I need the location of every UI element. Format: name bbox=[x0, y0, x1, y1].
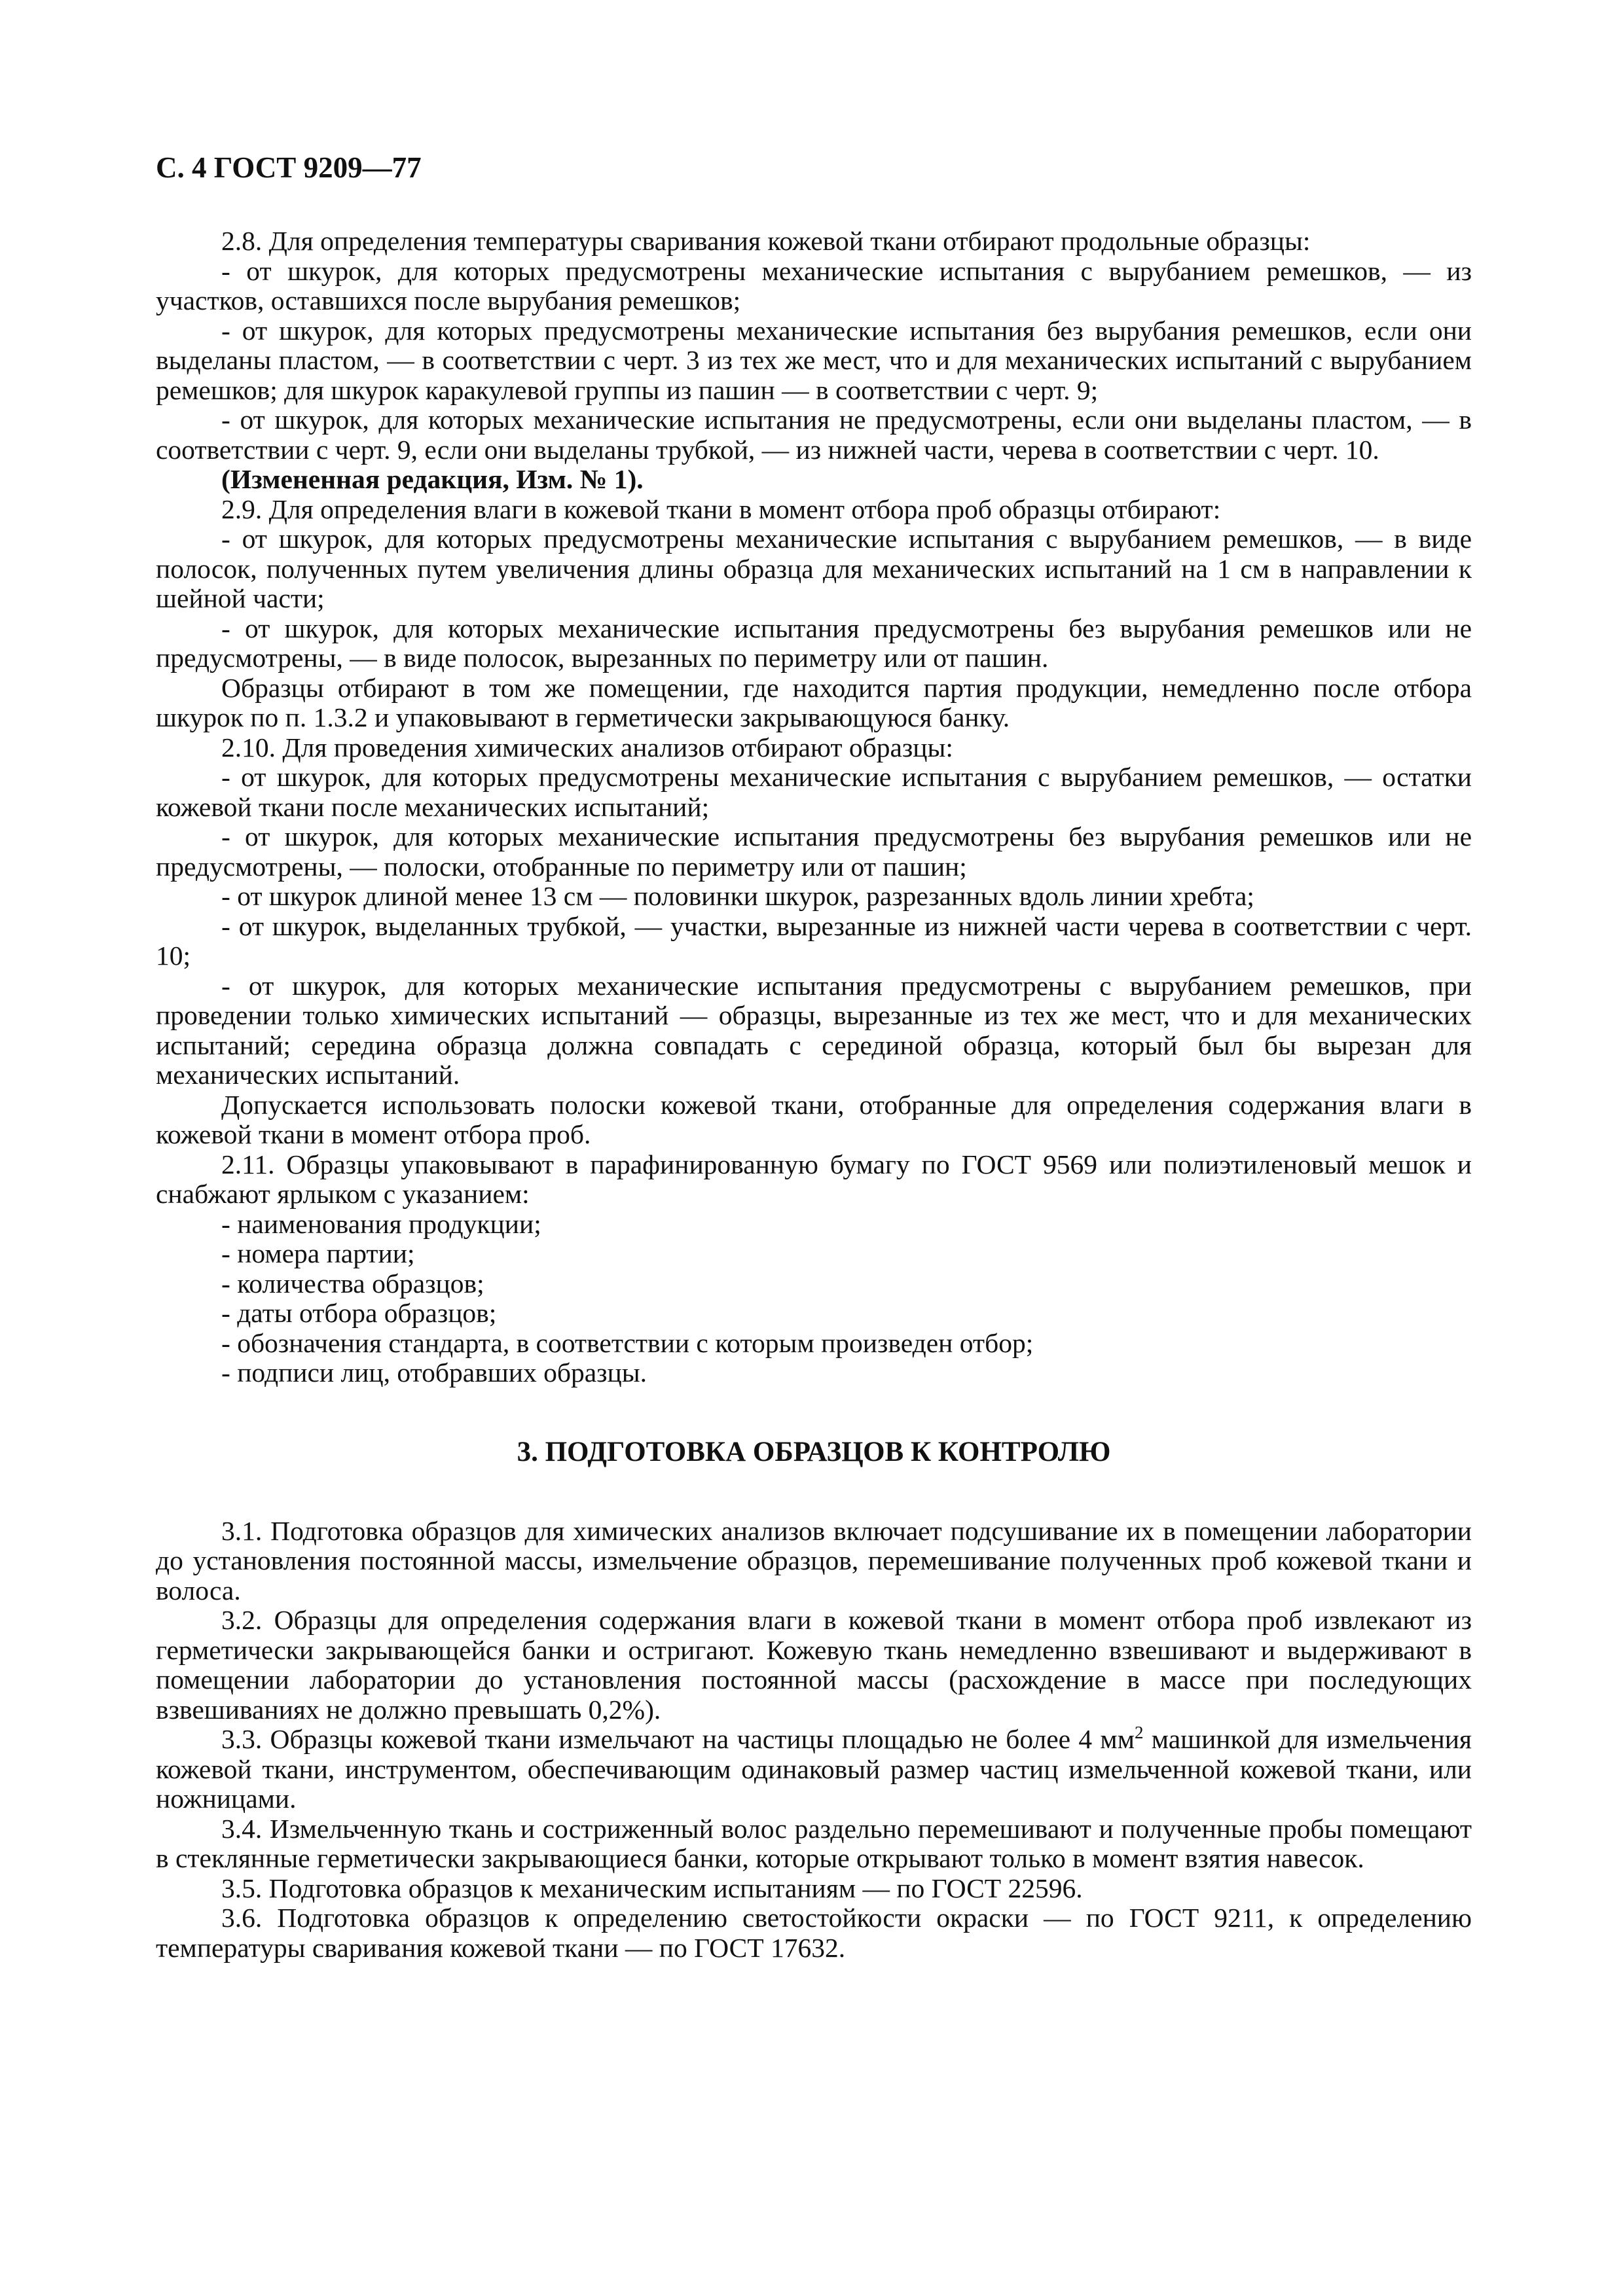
paragraph-3-3 bbox=[156, 1725, 1472, 1814]
list-item: - обозначения стандарта, в соответствии с которым произведен отбор; bbox=[221, 1327, 1034, 1358]
list-item: - от шкурок, для которых предусмотрены механические испытания без вырубания ремешков, если они выделаны пластом, — в соответствии с черт. 3 из тех же мест, что и для механических испытаний с вырубанием ремешков; для шкурок каракулевой группы из пашин — в соответствии с черт. 9; bbox=[156, 315, 1472, 405]
paragraph: Образцы отбирают в том же помещении, где находится партия продукции, немедленно после отбора шкурок по п. 1.3.2 и упаковывают в герметически закрывающуюся банку. bbox=[156, 672, 1472, 732]
list-item: - от шкурок, для которых предусмотрены механические испытания с вырубанием ремешков, — остатки кожевой ткани после механических испытаний; bbox=[156, 762, 1472, 822]
paragraph-2-8: 2.8. Для определения температуры сваривания кожевой ткани отбирают продольные образцы: bbox=[221, 226, 1311, 256]
amendment-note: (Измененная редакция, Изм. № 1). bbox=[221, 464, 644, 494]
paragraph-2-10: 2.10. Для проведения химических анализов отбирают образцы: bbox=[221, 732, 953, 762]
paragraph-3-3-text: 3.3. Образцы кожевой ткани измельчают на частицы площадью не более 4 мм bbox=[221, 1724, 1135, 1754]
paragraph-3-4: 3.4. Измельченную ткань и состриженный волос раздельно перемешивают и полученные пробы помещают в стеклянные герметически закрывающиеся банки, которые открывают только в момент взятия навесок. bbox=[156, 1813, 1472, 1873]
list-item: - от шкурок, для которых механические испытания предусмотрены с вырубанием ремешков, при проведении только химических испытаний — образцы, вырезанные из тех же мест, что и для механических испытаний; середина образца должна совпадать с серединой образца, который был бы вырезан для механических испытаний. bbox=[156, 970, 1472, 1090]
paragraph: Допускается использовать полоски кожевой ткани, отобранные для определения содержания влаги в кожевой ткани в момент отбора проб. bbox=[156, 1089, 1472, 1149]
superscript: 2 bbox=[1134, 1723, 1144, 1743]
paragraph-3-5: 3.5. Подготовка образцов к механическим испытаниям — по ГОСТ 22596. bbox=[221, 1873, 1083, 1903]
list-item: - количества образцов; bbox=[221, 1268, 484, 1299]
paragraph-3-3-text-end: машинкой для измельчения кожевой ткани, инструментом, обеспечивающим одинаковый размер частиц измельченной кожевой ткани, или ножницами. bbox=[156, 1724, 1472, 1814]
list-item: - от шкурок, для которых механические испытания предусмотрены без вырубания ремешков или не предусмотрены, — в виде полосок, вырезанных по периметру или от пашин. bbox=[156, 613, 1472, 673]
list-item: - даты отбора образцов; bbox=[221, 1298, 497, 1328]
paragraph-2-9: 2.9. Для определения влаги в кожевой ткани в момент отбора проб образцы отбирают: bbox=[221, 493, 1221, 524]
section-title: 3. ПОДГОТОВКА ОБРАЗЦОВ К КОНТРОЛЮ bbox=[517, 1436, 1111, 1467]
page-header: С. 4 ГОСТ 9209—77 bbox=[156, 151, 422, 184]
paragraph-3-6: 3.6. Подготовка образцов к определению светостойкости окраски — по ГОСТ 9211, к определению температуры сваривания кожевой ткани — по ГОСТ 17632. bbox=[156, 1903, 1472, 1963]
paragraph-3-2: 3.2. Образцы для определения содержания влаги в кожевой ткани в момент отбора проб извлекают из герметически закрывающейся банки и остригают. Кожевую ткань немедленно взвешивают и выдерживают в помещении лаборатории до установления постоянной массы (расхождение в массе при последующих взвешиваниях не должно превышать 0,2%). bbox=[156, 1605, 1472, 1725]
list-item: - от шкурок длиной менее 13 см — половинки шкурок, разрезанных вдоль линии хребта; bbox=[221, 881, 1254, 911]
list-item: - наименования продукции; bbox=[221, 1208, 541, 1239]
list-item: - от шкурок, выделанных трубкой, — участки, вырезанные из нижней части черева в соответствии с черт. 10; bbox=[156, 910, 1472, 971]
list-item: - подписи лиц, отобравших образцы. bbox=[221, 1357, 647, 1388]
list-item: - от шкурок, для которых механические испытания предусмотрены без вырубания ремешков или не предусмотрены, — полоски, отобранные по периметру или от пашин; bbox=[156, 821, 1472, 882]
list-item: - номера партии; bbox=[221, 1238, 415, 1268]
list-item: - от шкурок, для которых предусмотрены механические испытания с вырубанием ремешков, — в виде полосок, полученных путем увеличения длины образца для механических испытаний на 1 см в направлении к шейной части; bbox=[156, 524, 1472, 613]
paragraph-2-11: 2.11. Образцы упаковывают в парафинированную бумагу по ГОСТ 9569 или полиэтиленовый мешок и снабжают ярлыком с указанием: bbox=[156, 1149, 1472, 1209]
paragraph-3-1: 3.1. Подготовка образцов для химических анализов включает подсушивание их в помещении лаборатории до установления постоянной массы, измельчение образцов, перемешивание полученных проб кожевой ткани и волоса. bbox=[156, 1515, 1472, 1605]
list-item: - от шкурок, для которых предусмотрены механические испытания с вырубанием ремешков, — из участков, оставшихся после вырубания ремешков; bbox=[156, 255, 1472, 315]
document-page bbox=[156, 149, 1472, 1963]
list-item: - от шкурок, для которых механические испытания не предусмотрены, если они выделаны пластом, — в соответствии с черт. 9, если они выделаны трубкой, — из нижней части, черева в соответствии с черт. 10. bbox=[156, 404, 1472, 465]
